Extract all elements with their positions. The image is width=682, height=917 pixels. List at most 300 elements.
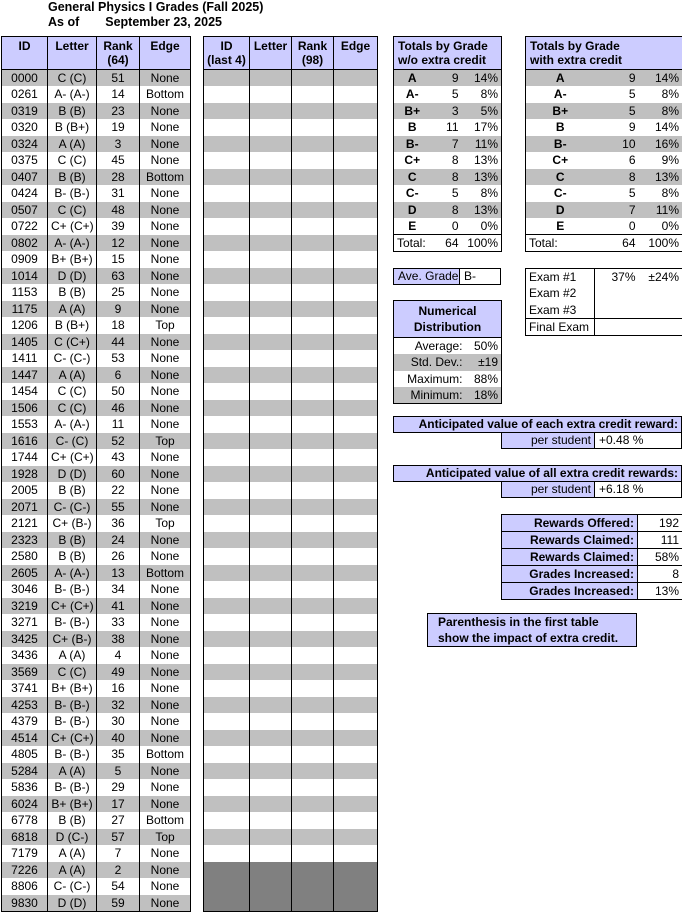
- empty-cell: [334, 350, 378, 367]
- stat-label: Minimum:: [394, 387, 466, 404]
- table-row: [2, 812, 191, 829]
- empty-table-row: [204, 779, 378, 796]
- empty-table-row: [204, 202, 378, 219]
- empty-cell: [334, 548, 378, 565]
- empty-cell: [334, 103, 378, 120]
- cell-edge: Bottom: [140, 565, 191, 582]
- reward-row: [502, 515, 682, 532]
- grade-total-sum-row: [394, 235, 502, 252]
- empty-table-row: [204, 433, 378, 450]
- cell-rank: 54: [97, 878, 140, 895]
- cell-id: 0324: [2, 136, 48, 153]
- empty-cell: [292, 268, 334, 285]
- table-row: [2, 466, 191, 483]
- empty-cell: [334, 482, 378, 499]
- grade-percent: 8%: [462, 86, 502, 103]
- cell-edge: Bottom: [140, 86, 191, 103]
- cell-rank: 2: [97, 862, 140, 879]
- empty-cell: [204, 730, 250, 747]
- cell-edge: None: [140, 70, 191, 87]
- cell-letter: A (A): [48, 763, 97, 780]
- empty-cell: [334, 400, 378, 417]
- exam-label: Exam #1: [529, 270, 577, 284]
- cell-edge: None: [140, 581, 191, 598]
- col-header-letter-2: Letter: [250, 37, 292, 70]
- table-row: [2, 746, 191, 763]
- empty-cell: [334, 829, 378, 846]
- empty-cell: [334, 812, 378, 829]
- grade-total-row: [526, 119, 682, 136]
- total-percent: 100%: [462, 235, 502, 252]
- cell-edge: None: [140, 845, 191, 862]
- cell-id: 1553: [2, 416, 48, 433]
- cell-rank: 63: [97, 268, 140, 285]
- table-row: [2, 86, 191, 103]
- cell-id: 5284: [2, 763, 48, 780]
- empty-cell: [334, 664, 378, 681]
- empty-table-row: [204, 532, 378, 549]
- empty-cell: [250, 515, 292, 532]
- cell-edge: None: [140, 598, 191, 615]
- cell-rank: 55: [97, 499, 140, 516]
- empty-table-row: [204, 548, 378, 565]
- table-row: [2, 515, 191, 532]
- cell-rank: 57: [97, 829, 140, 846]
- grade-percent: 17%: [462, 119, 502, 136]
- cell-edge: None: [140, 251, 191, 268]
- empty-cell: [334, 614, 378, 631]
- empty-table-row: [204, 334, 378, 351]
- cell-rank: 12: [97, 235, 140, 252]
- table-row: [2, 185, 191, 202]
- empty-table-row: [204, 169, 378, 186]
- empty-table-row: [204, 185, 378, 202]
- empty-cell: [250, 680, 292, 697]
- cell-edge: None: [140, 152, 191, 169]
- empty-cell: [204, 565, 250, 582]
- cell-letter: B (B+): [48, 119, 97, 136]
- cell-letter: C+ (B-): [48, 631, 97, 648]
- empty-cell: [204, 86, 250, 103]
- cell-id: 1447: [2, 367, 48, 384]
- table-row: [2, 284, 191, 301]
- cell-rank: 27: [97, 812, 140, 829]
- cell-id: 5836: [2, 779, 48, 796]
- cell-rank: 9: [97, 301, 140, 318]
- exam-row: [526, 302, 682, 319]
- cell-rank: 35: [97, 746, 140, 763]
- cell-letter: C+ (B-): [48, 515, 97, 532]
- empty-cell: [204, 812, 250, 829]
- empty-cell: [292, 317, 334, 334]
- empty-cell: [250, 400, 292, 417]
- cell-id: 1206: [2, 317, 48, 334]
- cell-edge: None: [140, 383, 191, 400]
- cell-id: 2005: [2, 482, 48, 499]
- empty-cell: [334, 631, 378, 648]
- empty-table-row: [204, 796, 378, 813]
- empty-cell: [204, 185, 250, 202]
- empty-cell: [250, 284, 292, 301]
- empty-cell: [334, 730, 378, 747]
- grade-total-row: [526, 103, 682, 120]
- cell-edge: Bottom: [140, 812, 191, 829]
- grade-count: 5: [595, 185, 639, 202]
- empty-cell: [292, 350, 334, 367]
- grade-percent: 9%: [639, 152, 682, 169]
- table-row: [2, 268, 191, 285]
- empty-cell: [250, 251, 292, 268]
- cell-edge: None: [140, 400, 191, 417]
- cell-id: 0802: [2, 235, 48, 252]
- empty-cell: [334, 697, 378, 714]
- grade-count: 5: [595, 86, 639, 103]
- reward-row: [502, 566, 682, 583]
- grade-count: 5: [431, 185, 462, 202]
- grade-count: 5: [431, 86, 462, 103]
- table-row: [2, 598, 191, 615]
- anticipated-each-label: per student: [501, 432, 595, 449]
- empty-cell: [250, 499, 292, 516]
- reward-label: Grades Increased:: [502, 583, 638, 600]
- empty-cell: [204, 680, 250, 697]
- cell-id: 1928: [2, 466, 48, 483]
- empty-cell: [204, 647, 250, 664]
- col-header-rank: Rank (64): [97, 37, 140, 70]
- empty-cell: [250, 664, 292, 681]
- grade-percent: 14%: [639, 119, 682, 136]
- empty-table-row: [204, 152, 378, 169]
- empty-cell: [204, 383, 250, 400]
- empty-cell: [204, 301, 250, 318]
- empty-cell: [334, 878, 378, 895]
- empty-table-row: [204, 466, 378, 483]
- cell-edge: Top: [140, 829, 191, 846]
- cell-letter: A- (A-): [48, 416, 97, 433]
- empty-table-row: [204, 218, 378, 235]
- cell-rank: 59: [97, 895, 140, 912]
- anticipated-each-title: Anticipated value of each extra credit reward:: [393, 416, 682, 433]
- empty-cell: [250, 416, 292, 433]
- cell-rank: 24: [97, 532, 140, 549]
- col-header-edge: Edge: [140, 37, 191, 70]
- empty-cell: [250, 829, 292, 846]
- cell-edge: None: [140, 730, 191, 747]
- cell-id: 2605: [2, 565, 48, 582]
- table-row: [2, 235, 191, 252]
- cell-edge: None: [140, 779, 191, 796]
- grade-total-row: [394, 70, 502, 87]
- table-row: [2, 119, 191, 136]
- table-row: [2, 317, 191, 334]
- empty-cell: [204, 433, 250, 450]
- anticipated-each-value: +0.48 %: [594, 432, 682, 449]
- empty-cell: [292, 499, 334, 516]
- stat-value: ±19: [466, 354, 502, 371]
- empty-cell: [204, 449, 250, 466]
- grade-label: B+: [526, 103, 595, 120]
- exam-std-dev: ±24%: [648, 270, 679, 284]
- empty-table-row: [204, 268, 378, 285]
- cell-edge: None: [140, 235, 191, 252]
- cell-letter: B+ (B+): [48, 251, 97, 268]
- empty-cell: [292, 598, 334, 615]
- as-of-date: September 23, 2025: [105, 15, 222, 29]
- grade-total-row: [394, 136, 502, 153]
- empty-cell: [334, 70, 378, 87]
- empty-cell: [292, 367, 334, 384]
- grade-total-row: [394, 152, 502, 169]
- cell-edge: None: [140, 614, 191, 631]
- grade-count: 7: [431, 136, 462, 153]
- empty-cell: [334, 119, 378, 136]
- grade-total-row: [394, 218, 502, 235]
- cell-edge: None: [140, 202, 191, 219]
- grade-percent: 8%: [639, 185, 682, 202]
- cell-id: 4514: [2, 730, 48, 747]
- empty-cell: [292, 136, 334, 153]
- empty-cell: [250, 367, 292, 384]
- table-row: [2, 565, 191, 582]
- cell-id: 3436: [2, 647, 48, 664]
- empty-cell: [334, 235, 378, 252]
- grade-total-row: [394, 202, 502, 219]
- empty-table-row: [204, 482, 378, 499]
- table-row: [2, 152, 191, 169]
- empty-cell: [204, 136, 250, 153]
- empty-cell: [204, 416, 250, 433]
- stat-row: [394, 387, 502, 404]
- exam-average: 37%: [595, 269, 639, 286]
- empty-cell: [292, 449, 334, 466]
- exam-row: [526, 318, 682, 335]
- cell-letter: B (B): [48, 548, 97, 565]
- empty-cell: [334, 251, 378, 268]
- cell-rank: 4: [97, 647, 140, 664]
- table-row: [2, 829, 191, 846]
- empty-cell: [292, 812, 334, 829]
- cell-rank: 31: [97, 185, 140, 202]
- cell-letter: C (C): [48, 664, 97, 681]
- cell-id: 1014: [2, 268, 48, 285]
- cell-letter: A (A): [48, 845, 97, 862]
- cell-rank: 22: [97, 482, 140, 499]
- cell-edge: None: [140, 482, 191, 499]
- empty-cell: [250, 169, 292, 186]
- empty-cell: [292, 515, 334, 532]
- exam-row: [526, 285, 682, 302]
- empty-cell: [204, 169, 250, 186]
- cell-id: 4379: [2, 713, 48, 730]
- cell-edge: None: [140, 862, 191, 879]
- empty-cell: [334, 317, 378, 334]
- grade-label: C: [394, 169, 431, 186]
- empty-cell: [292, 383, 334, 400]
- empty-table-row: [204, 119, 378, 136]
- cell-edge: None: [140, 878, 191, 895]
- empty-cell: [250, 614, 292, 631]
- cell-letter: D (D): [48, 895, 97, 912]
- cell-id: 2323: [2, 532, 48, 549]
- cell-edge: None: [140, 449, 191, 466]
- grade-label: C: [526, 169, 595, 186]
- empty-cell: [250, 647, 292, 664]
- empty-cell: [334, 152, 378, 169]
- table-row: [2, 895, 191, 912]
- empty-cell: [292, 86, 334, 103]
- cell-id: 0000: [2, 70, 48, 87]
- stat-value: 50%: [466, 338, 502, 355]
- table-row: [2, 779, 191, 796]
- grade-label: E: [394, 218, 431, 235]
- empty-cell: [292, 697, 334, 714]
- empty-cell: [334, 466, 378, 483]
- empty-table-row: [204, 317, 378, 334]
- cell-rank: 41: [97, 598, 140, 615]
- empty-table-row: [204, 383, 378, 400]
- exam-stats: [525, 268, 682, 336]
- empty-cell: [250, 185, 292, 202]
- empty-cell: [292, 631, 334, 648]
- cell-id: 6024: [2, 796, 48, 813]
- table-row: [2, 647, 191, 664]
- cell-letter: B (B): [48, 532, 97, 549]
- empty-table-row: [204, 598, 378, 615]
- cell-id: 9830: [2, 895, 48, 912]
- cell-id: 1616: [2, 433, 48, 450]
- cell-rank: 19: [97, 119, 140, 136]
- cell-letter: B- (B-): [48, 581, 97, 598]
- cell-letter: B (B): [48, 482, 97, 499]
- empty-cell: [204, 152, 250, 169]
- empty-table-row: [204, 878, 378, 895]
- cell-id: 3271: [2, 614, 48, 631]
- table-row: [2, 878, 191, 895]
- grades-table: [1, 36, 191, 912]
- empty-cell: [204, 268, 250, 285]
- grade-total-row: [526, 152, 682, 169]
- empty-cell: [204, 317, 250, 334]
- grade-percent: 13%: [639, 169, 682, 186]
- empty-table-row: [204, 680, 378, 697]
- table-row: [2, 449, 191, 466]
- reward-label: Grades Increased:: [502, 566, 638, 583]
- empty-cell: [204, 895, 250, 912]
- empty-cell: [334, 515, 378, 532]
- empty-cell: [334, 334, 378, 351]
- table-row: [2, 730, 191, 747]
- empty-cell: [250, 433, 292, 450]
- cell-id: 2071: [2, 499, 48, 516]
- anticipated-all-value: +6.18 %: [594, 481, 682, 498]
- empty-cell: [204, 235, 250, 252]
- grade-total-row: [394, 185, 502, 202]
- cell-rank: 26: [97, 548, 140, 565]
- grade-percent: 16%: [639, 136, 682, 153]
- empty-cell: [292, 185, 334, 202]
- empty-cell: [334, 565, 378, 582]
- empty-cell: [334, 647, 378, 664]
- cell-letter: D (C-): [48, 829, 97, 846]
- empty-cell: [204, 202, 250, 219]
- cell-letter: B- (B-): [48, 713, 97, 730]
- empty-cell: [250, 862, 292, 879]
- empty-cell: [250, 746, 292, 763]
- empty-cell: [292, 680, 334, 697]
- parenthesis-note: Parenthesis in the first table show the impact of extra credit.: [427, 613, 637, 647]
- cell-id: 0407: [2, 169, 48, 186]
- empty-table-row: [204, 416, 378, 433]
- empty-cell: [204, 284, 250, 301]
- empty-cell: [204, 664, 250, 681]
- cell-edge: None: [140, 350, 191, 367]
- cell-edge: None: [140, 895, 191, 912]
- grade-label: B: [394, 119, 431, 136]
- stat-label: Std. Dev.:: [394, 354, 466, 371]
- cell-letter: C (C): [48, 152, 97, 169]
- empty-cell: [292, 103, 334, 120]
- empty-cell: [204, 466, 250, 483]
- empty-cell: [204, 614, 250, 631]
- empty-table-row: [204, 730, 378, 747]
- empty-cell: [334, 86, 378, 103]
- totals-ec-title: Totals by Grade with extra credit: [526, 37, 682, 70]
- empty-cell: [250, 350, 292, 367]
- cell-letter: C+ (C+): [48, 598, 97, 615]
- cell-id: 2121: [2, 515, 48, 532]
- cell-id: 7226: [2, 862, 48, 879]
- empty-table-row: [204, 367, 378, 384]
- empty-cell: [204, 631, 250, 648]
- cell-id: 0319: [2, 103, 48, 120]
- cell-id: 0375: [2, 152, 48, 169]
- empty-cell: [334, 185, 378, 202]
- table-row: [2, 664, 191, 681]
- empty-cell: [292, 152, 334, 169]
- empty-cell: [204, 350, 250, 367]
- grade-count: 10: [595, 136, 639, 153]
- grade-label: C-: [394, 185, 431, 202]
- empty-cell: [292, 70, 334, 87]
- cell-letter: A (A): [48, 301, 97, 318]
- empty-cell: [292, 169, 334, 186]
- grade-label: E: [526, 218, 595, 235]
- cell-letter: C (C): [48, 202, 97, 219]
- cell-letter: C- (C): [48, 433, 97, 450]
- empty-cell: [292, 878, 334, 895]
- cell-rank: 17: [97, 796, 140, 813]
- empty-table-row: [204, 449, 378, 466]
- grade-total-row: [526, 218, 682, 235]
- empty-cell: [292, 614, 334, 631]
- total-label: Total:: [394, 235, 431, 252]
- empty-cell: [334, 763, 378, 780]
- cell-letter: C+ (C+): [48, 218, 97, 235]
- empty-cell: [204, 103, 250, 120]
- empty-cell: [204, 119, 250, 136]
- cell-edge: Bottom: [140, 169, 191, 186]
- cell-rank: 13: [97, 565, 140, 582]
- grade-count: 7: [595, 202, 639, 219]
- reward-row: [502, 532, 682, 549]
- cell-rank: 43: [97, 449, 140, 466]
- empty-cell: [334, 680, 378, 697]
- cell-edge: None: [140, 664, 191, 681]
- ave-grade-value: B-: [459, 268, 501, 285]
- grade-count: 3: [431, 103, 462, 120]
- cell-id: 0320: [2, 119, 48, 136]
- cell-rank: 50: [97, 383, 140, 400]
